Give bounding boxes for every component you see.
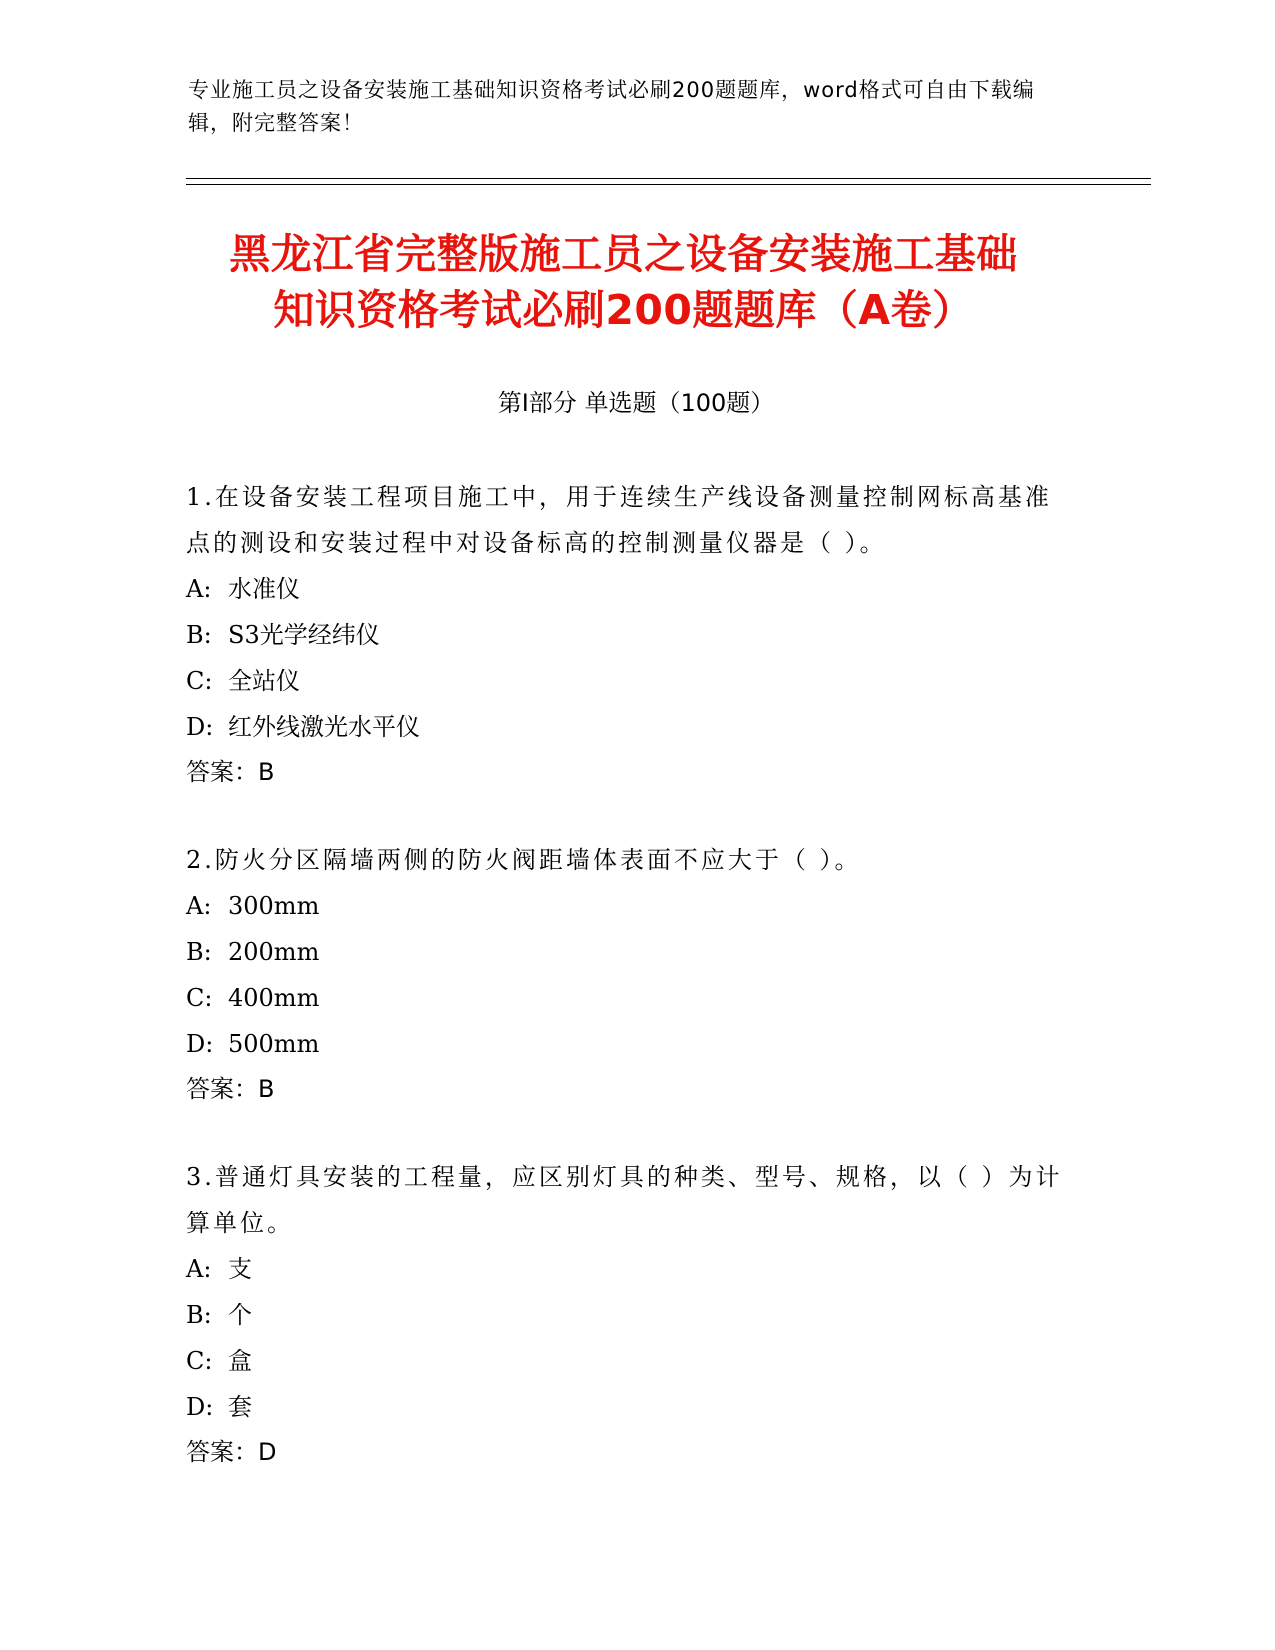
option-key: B: bbox=[186, 1301, 212, 1329]
option-text: 个 bbox=[228, 1301, 252, 1329]
question-item bbox=[186, 837, 1066, 1111]
option-key: D: bbox=[186, 713, 214, 741]
option-text: 400mm bbox=[228, 984, 320, 1012]
question-answer: 答案：B bbox=[186, 1075, 275, 1103]
option-text: 套 bbox=[228, 1393, 252, 1421]
option-text: 全站仪 bbox=[228, 667, 300, 695]
option-text: S3光学经纬仪 bbox=[228, 621, 380, 649]
question-option bbox=[186, 929, 1066, 975]
option-key: C: bbox=[186, 984, 213, 1012]
question-answer: 答案：D bbox=[186, 1438, 277, 1466]
document-title bbox=[186, 226, 1151, 338]
option-text: 500mm bbox=[228, 1030, 320, 1058]
option-key: B: bbox=[186, 938, 212, 966]
question-option bbox=[186, 566, 1066, 612]
question-option bbox=[186, 975, 1066, 1021]
question-list bbox=[186, 474, 1066, 1517]
question-item bbox=[186, 474, 1066, 794]
question-option bbox=[186, 1338, 1066, 1384]
option-text: 300mm bbox=[228, 892, 320, 920]
question-stem: 3.普通灯具安装的工程量，应区别灯具的种类、型号、规格，以（ ）为计算单位。 bbox=[186, 1163, 1063, 1237]
question-option bbox=[186, 1246, 1066, 1292]
question-stem: 1.在设备安装工程项目施工中，用于连续生产线设备测量控制网标高基准点的测设和安装过程中对设备标高的控制测量仪器是（ ）。 bbox=[186, 483, 1052, 557]
header-divider-top bbox=[186, 178, 1151, 179]
option-key: C: bbox=[186, 1347, 213, 1375]
question-option bbox=[186, 658, 1066, 704]
question-option bbox=[186, 1021, 1066, 1067]
question-item bbox=[186, 1154, 1066, 1474]
option-key: B: bbox=[186, 621, 212, 649]
question-option bbox=[186, 1292, 1066, 1338]
question-answer: 答案：B bbox=[186, 758, 275, 786]
option-key: A: bbox=[186, 1255, 212, 1283]
question-option bbox=[186, 1384, 1066, 1430]
question-option bbox=[186, 704, 1066, 750]
header-note: 专业施工员之设备安装施工基础知识资格考试必刷200题题库，word格式可自由下载编辑，附完整答案！ bbox=[188, 78, 1035, 135]
option-key: D: bbox=[186, 1030, 214, 1058]
question-stem: 2.防火分区隔墙两侧的防火阀距墙体表面不应大于（ ）。 bbox=[186, 846, 862, 874]
option-text: 水准仪 bbox=[228, 575, 300, 603]
option-text: 红外线激光水平仪 bbox=[228, 713, 420, 741]
question-option bbox=[186, 612, 1066, 658]
header-divider-bottom bbox=[186, 184, 1151, 185]
document-title-line2: 知识资格考试必刷200题题库（A卷） bbox=[273, 286, 974, 334]
document-title-line1: 黑龙江省完整版施工员之设备安装施工基础 bbox=[229, 230, 1018, 278]
option-key: D: bbox=[186, 1393, 214, 1421]
option-text: 200mm bbox=[228, 938, 320, 966]
option-key: C: bbox=[186, 667, 213, 695]
question-option bbox=[186, 883, 1066, 929]
section-title: 第Ⅰ部分 单选题（100题） bbox=[497, 389, 775, 417]
option-key: A: bbox=[186, 892, 212, 920]
option-text: 支 bbox=[228, 1255, 252, 1283]
option-text: 盒 bbox=[228, 1347, 252, 1375]
option-key: A: bbox=[186, 575, 212, 603]
